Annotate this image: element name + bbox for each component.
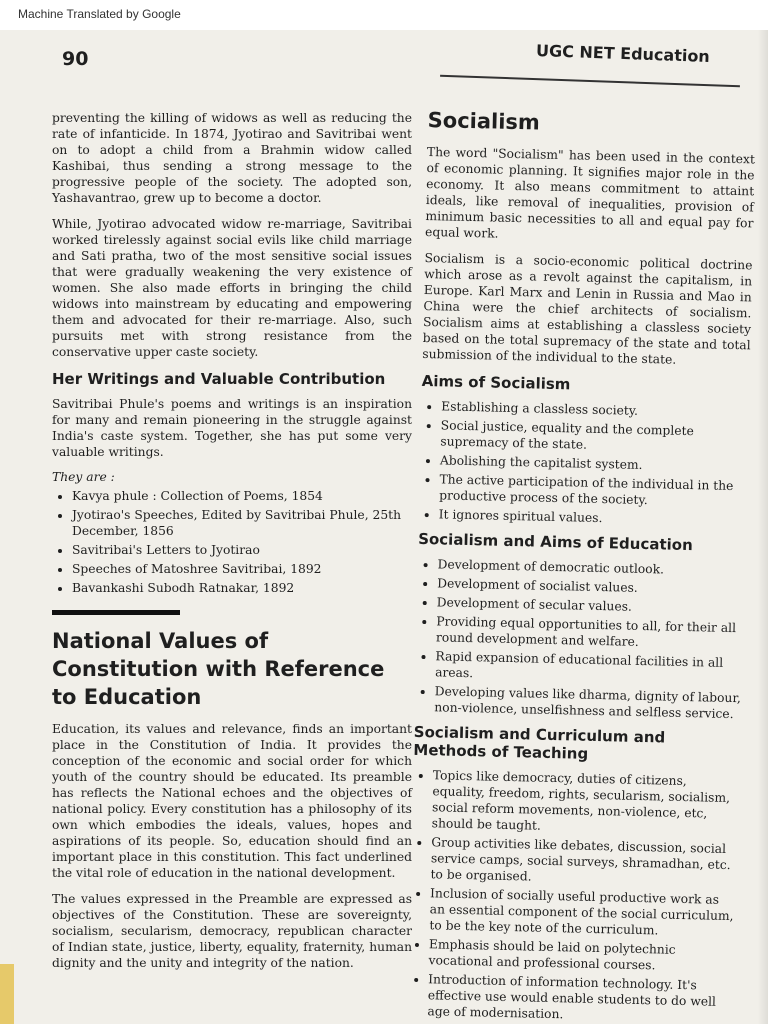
education-aims-list <box>414 556 746 722</box>
works-list <box>52 488 412 596</box>
list-item: • The active participation of the individual in the productive process of the society. <box>439 471 748 510</box>
list-item: • Social justice, equality and the complete supremacy of the state. <box>440 417 749 456</box>
list-item: • Bavankashi Subodh Ratnakar, 1892 <box>72 580 412 596</box>
list-item: • Savitribai's Letters to Jyotirao <box>72 542 412 558</box>
section-heading: Her Writings and Valuable Contribution <box>52 370 386 388</box>
paragraph: While, Jyotirao advocated widow re-marriage, Savitribai worked tirelessly against social evils like child marriage and Sati pratha, two of the most sensitive social issues that were gradually weakening the very existence of women. She also made efforts in bringing the child widows into mainstream by educating and empowering them and advocated for their re-marriage. Also, such pursuits met with strong resistance from the conservative upper caste society. <box>52 217 412 359</box>
list-item: • Kavya phule : Collection of Poems, 1854 <box>72 488 412 504</box>
section-heading: Aims of Socialism <box>421 371 571 394</box>
list-intro: They are : <box>52 470 115 484</box>
list-item: • Development of democratic outlook. <box>437 556 745 579</box>
machine-translation-banner: Machine Translated by Google <box>0 0 768 30</box>
page-shadow <box>758 30 768 1024</box>
section-heading: Socialism and Curriculum and Methods of Teaching <box>413 722 666 763</box>
list-item: • Topics like democracy, duties of citizens, equality, freedom, rights, secularism, socialism, social reform movements, non-violence, etc, should be taught. <box>432 767 741 838</box>
list-item: • Providing equal opportunities to all, for their all round development and welfare. <box>436 613 745 652</box>
paragraph: The word "Socialism" has been used in the context of economic planning. It signifies major role in the economy. It also means commitment to attaint ideals, like removal of inequalities, provision of minimum basic necessities to all and equal pay for equal work. <box>424 144 756 241</box>
list-item: • Rapid expansion of educational facilities in all areas. <box>435 648 744 687</box>
list-item: • Emphasis should be laid on polytechnic vocational and professional courses. <box>428 936 737 975</box>
list-item: • Developing values like dharma, dignity of labour, non-violence, unselfishness and selfless service. <box>434 683 743 722</box>
curriculum-list <box>407 767 741 1026</box>
page-corner <box>0 964 14 1024</box>
list-item: • Jyotirao's Speeches, Edited by Savitribai Phule, 25th December, 1856 <box>72 507 412 539</box>
paragraph: Education, its values and relevance, finds an important place in the Constitution of India. It provides the conception of the economic and social order for which youth of the country should be educated. Its preamble has reflects the National echoes and the objectives of national policy. Every constitution has a philosophy of its own which embodies the ideals, values, hopes and aspirations of its people. So, education should find an important place in this constitution. This fact underlined the vital role of education in the national development. <box>52 722 412 880</box>
list-item: • Introduction of information technology. It's effective use would enable students to do well age of modernisation. <box>427 971 736 1026</box>
left-column <box>52 110 412 981</box>
section-heading: Socialism and Aims of Education <box>417 529 693 555</box>
list-item: • Abolishing the capitalist system. <box>440 452 748 475</box>
list-item: • It ignores spiritual values. <box>439 506 747 529</box>
paragraph: Savitribai Phule's poems and writings is an inspiration for many and remain pioneering in the struggle against India's caste system. Together, she has put some very valuable writings. <box>52 397 412 459</box>
paragraph: The values expressed in the Preamble are expressed as objectives of the Constitution. These are sovereignty, socialism, secularism, democracy, republican character of Indian state, justice, liberty, equality, fraternity, human dignity and the unity and integrity of the nation. <box>52 892 412 970</box>
list-item: • Group activities like debates, discussion, social service camps, social surveys, shramadhan, etc. to be organised. <box>430 834 739 889</box>
page-number: 90 <box>62 48 89 70</box>
paragraph: Socialism is a socio-economic political doctrine which arose as a revolt against the capitalism, in Europe. Karl Marx and Lenin in Russia and Mao in China were the chief architects of socialism. Socialism aims at establishing a classless society based on the total supremacy of the state and total submission of the individual to the state. <box>422 250 753 367</box>
right-column <box>407 106 756 1034</box>
chapter-heading: National Values of Constitution with Reference to Education <box>52 629 385 709</box>
section-heading: Socialism <box>427 107 541 135</box>
list-item: • Inclusion of socially useful productive work as an essential component of the social curriculum, to be the key note of the curriculum. <box>429 885 738 940</box>
paragraph: preventing the killing of widows as well as reducing the rate of infanticide. In 1874, Jyotirao and Savitribai went on to adopt a child from a Brahmin widow called Kashibai, thus sending a strong message to the progressive people of the society. The adopted son, Yashavantrao, grew up to become a doctor. <box>52 111 412 205</box>
list-item: • Development of secular values. <box>437 594 745 617</box>
list-item: • Development of socialist values. <box>437 575 745 598</box>
list-item: • Speeches of Matoshree Savitribai, 1892 <box>72 561 412 577</box>
running-header: UGC NET Education <box>535 40 711 67</box>
header-rule <box>440 75 740 87</box>
aims-list <box>419 398 750 529</box>
section-divider <box>52 610 180 615</box>
list-item: • Establishing a classless society. <box>441 398 749 421</box>
